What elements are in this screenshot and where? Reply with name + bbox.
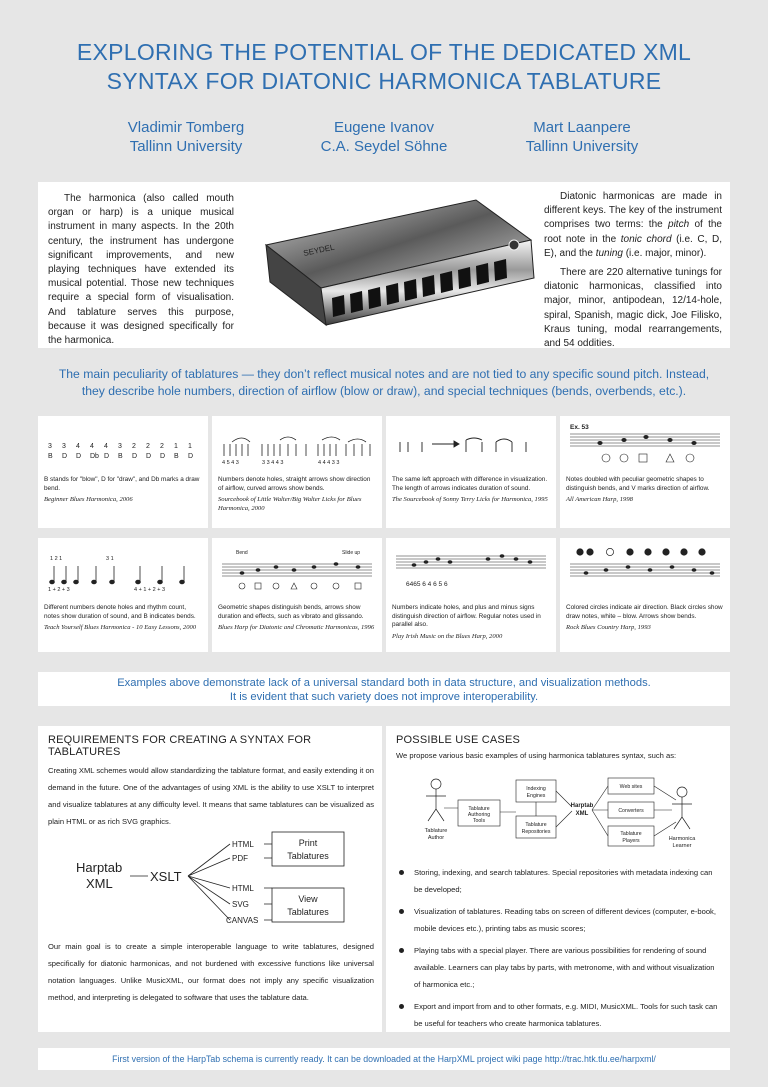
airflow-letter: D <box>188 453 194 460</box>
hole-number: 2 <box>160 443 164 450</box>
view-tablatures-2: Tablatures <box>287 907 329 917</box>
center-xml-label-1: Harptab <box>570 803 594 809</box>
footer-note: First version of the HarpTab schema is currently ready. It can be downloaded at the HarpXML project wiki page http://trac.htk.tlu.ee/harpxml/ <box>38 1048 730 1070</box>
requirements-header <box>48 734 374 830</box>
airflow-letter: D <box>76 453 82 460</box>
svg-text:3 3 4 4 3: 3 3 4 4 3 <box>262 460 284 466</box>
author-1 <box>76 118 296 156</box>
caption-text: Geometric shapes distinguish bends, arrows show duration and effects, such as vibrato and glissando. <box>218 604 364 620</box>
author-3 <box>472 118 692 156</box>
tab-image <box>218 422 376 470</box>
airflow-letter: B <box>48 453 53 460</box>
print-tablatures-2: Tablatures <box>287 851 329 861</box>
players-label-2: Players <box>622 838 640 844</box>
hole-number: 1 <box>174 443 178 450</box>
output-pdf: PDF <box>232 854 248 863</box>
tab-example-3 <box>386 416 556 528</box>
use-case-diagram <box>392 774 724 860</box>
output-html-1: HTML <box>232 840 254 849</box>
use-cases-panel <box>386 726 730 1032</box>
output-html-2: HTML <box>232 884 254 893</box>
harptab-xml-label-2: XML <box>86 876 113 891</box>
caption-text: Numbers indicate holes, and plus and minus signs distinguish direction of airflow. Regular notes used in parallel also. <box>392 604 541 629</box>
harmonica-brand: SEYDEL <box>302 242 336 258</box>
tab-caption <box>566 604 724 633</box>
list-item: Visualization of tablatures. Reading tabs on screen of different devices (computer, e-book, mobile devices etc.), printing tabs as music scores; <box>396 903 721 937</box>
caption-source: Rock Blues Country Harp, 1993 <box>566 624 651 632</box>
hole-numbers: 6465 6 4 6 5 6 <box>406 581 448 588</box>
hole-number: 3 <box>118 443 122 450</box>
caption-source: Play Irish Music on the Blues Harp, 2000 <box>392 632 503 640</box>
print-tablatures-1: Print <box>298 838 318 848</box>
airflow-letter: B <box>174 453 179 460</box>
repos-label-1: Tablature <box>525 822 547 828</box>
harptab-xml-label-1: Harptab <box>76 860 123 875</box>
tab-caption <box>566 476 724 505</box>
caption-source: All American Harp, 1998 <box>566 496 633 504</box>
caption-text: Notes doubled with peculiar geometric shapes to distinguish bends, and V marks direction of airflow. <box>566 476 710 492</box>
hole-number: 2 <box>146 443 150 450</box>
term-tonic-chord: tonic chord <box>620 233 672 245</box>
tab-example-7 <box>386 538 556 652</box>
title-line-1: EXPLORING THE POTENTIAL OF THE DEDICATED XML <box>76 39 692 65</box>
tab-caption <box>218 604 376 633</box>
author-2 <box>274 118 494 156</box>
caption-text: Numbers denote holes, straight arrows show direction of airflow, curved arrows show bends. <box>218 476 371 492</box>
center-xml-label-2: XML <box>575 811 589 817</box>
use-cases-title: POSSIBLE USE CASES <box>396 734 521 746</box>
tab-image <box>392 422 550 470</box>
caption-text: B stands for "blow", D for "draw", and Db marks a draw bend. <box>44 476 200 492</box>
tab-caption <box>44 476 202 505</box>
tab-caption <box>44 604 202 633</box>
tab-image <box>44 544 202 592</box>
requirements-title: REQUIREMENTS FOR CREATING A SYNTAX FOR TABLATURES <box>48 734 312 758</box>
authoring-label-3: Tools <box>472 818 486 824</box>
list-item: Storing, indexing, and search tablatures. Special repositories with metadata indexing can be developed; <box>396 864 721 898</box>
tab-image <box>218 544 376 592</box>
harmonica-illustration <box>246 190 536 342</box>
requirements-p1: Creating XML schemes would allow standardizing the tablature format, and easily extending it on demand in the future. One of the advantages of using XML is the ability to use XSLT to interpret and visualize tablatures at any difficulty level. It means that same tablatures can be visualized as plain HTML or as rich SVG graphics. <box>48 766 374 826</box>
hole-number: 2 <box>132 443 136 450</box>
tab-caption <box>218 476 376 513</box>
tab-caption <box>392 476 550 505</box>
caption-text: The same left approach with difference in visualization. The length of arrows indicates duration of sound. <box>392 476 548 492</box>
hole-number: 1 <box>188 443 192 450</box>
author-name: Vladimir Tomberg <box>127 119 245 136</box>
indexing-label-1: Indexing <box>526 786 546 792</box>
requirements-panel <box>38 726 382 1032</box>
strip-line-2: It is evident that such variety does not improve interoperability. <box>229 691 539 703</box>
authoring-label-2: Authoring <box>467 812 491 818</box>
view-tablatures-1: View <box>298 894 318 904</box>
author-name: Eugene Ivanov <box>333 119 435 136</box>
hole-number: 4 <box>104 443 108 450</box>
learner-label-1: Harmonica <box>668 836 696 842</box>
title-line-2: SYNTAX FOR DIATONIC HARMONICA TABLATURE <box>106 68 662 94</box>
tab-caption <box>392 604 550 641</box>
indexing-label-2: Engines <box>526 793 546 799</box>
text-run: (i.e. C, D, E), and the <box>544 233 722 259</box>
conclusion-strip <box>38 672 730 706</box>
term-pitch: pitch <box>668 219 690 231</box>
hole-number: 3 <box>48 443 52 450</box>
tab-example-2 <box>212 416 382 528</box>
requirements-p2: Our main goal is to create a simple interoperable language to write tablatures, designed specifically for diatonic harmonicas, and not burdened with excessive functions like universal notation languages. Unlike MusicXML, our format does not imply any specific visualization method, and interpreting is delegated to software that uses the tablature data. <box>48 942 374 1002</box>
label-bend: Bend <box>236 550 248 556</box>
use-case-list <box>396 864 721 1037</box>
tab-image <box>44 422 202 470</box>
caption-source: The Sourcebook of Sonny Terry Licks for Harmonica, 1995 <box>392 496 548 504</box>
text-run: Diatonic harmonicas are made in different keys. The key of the instrument comprises two terms: the <box>544 191 722 231</box>
use-cases-header <box>396 734 722 761</box>
caption-source: Beginner Blues Harmonica, 2006 <box>44 496 133 504</box>
hole-number: 4 <box>76 443 80 450</box>
tab-example-4 <box>560 416 730 528</box>
svg-text:1 2 1: 1 2 1 <box>50 556 63 562</box>
author-affiliation: Tallinn University <box>525 138 639 155</box>
output-svg: SVG <box>232 900 249 909</box>
tab-image <box>392 544 550 592</box>
converters-label: Converters <box>618 808 644 814</box>
tab-image <box>566 544 724 592</box>
airflow-letter: D <box>132 453 138 460</box>
hole-number: 4 <box>90 443 94 450</box>
tab-example-8 <box>560 538 730 652</box>
lead-statement <box>30 366 738 400</box>
author-name: Mart Laanpere <box>533 119 631 136</box>
caption-source: Teach Yourself Blues Harmonica - 10 Easy Lessons, 2000 <box>44 624 197 632</box>
learner-label-2: Learner <box>672 843 692 849</box>
players-label-1: Tablature <box>620 831 642 837</box>
svg-text:4 5 4 3: 4 5 4 3 <box>222 460 239 466</box>
intro-left-text: The harmonica (also called mouth organ or harp) is a unique musical instrument in many aspects. In the 20th century, the instrument has undergone significant improvements, and new playing techniques have extended its musical potential. Those new techniques require a special form of visualisation. And tablature serves this purpose, because it was designed specifically for the harmonica. <box>48 193 234 347</box>
airflow-letter: D <box>62 453 68 460</box>
intro-right-p2: There are 220 alternative tunings for diatonic harmonicas, classified into major, minor, antipodean, 12/14-hole, spiral, Spanish, magic dick, Joe Filisko, Kraus tuning, modal rearrangements, and 54 oddities. <box>544 267 722 350</box>
svg-text:4 + 1 + 2 + 3: 4 + 1 + 2 + 3 <box>134 587 166 592</box>
caption-source: Sourcebook of Little Walter/Big Walter Licks for Blues Harmonica, 2000 <box>218 496 362 512</box>
xslt-diagram <box>46 830 374 934</box>
svg-text:1 + 2 + 3: 1 + 2 + 3 <box>48 587 70 592</box>
caption-source: Blues Harp for Diatonic and Chromatic Harmonicas, 1996 <box>218 624 375 632</box>
use-cases-intro: We propose various basic examples of using harmonica tablatures syntax, such as: <box>396 751 677 760</box>
output-canvas: CANVAS <box>226 916 259 925</box>
xslt-label: XSLT <box>150 869 182 884</box>
actor-author <box>426 779 446 821</box>
term-tuning: tuning <box>595 247 623 259</box>
tab-example-1 <box>38 416 208 528</box>
intro-right-p1 <box>544 190 722 261</box>
tab-example-5 <box>38 538 208 652</box>
author-affiliation: Tallinn University <box>129 138 243 155</box>
intro-right-text <box>544 190 722 351</box>
example-label: Ex. 53 <box>570 424 589 431</box>
poster-title <box>20 38 748 96</box>
tab-example-6 <box>212 538 382 652</box>
airflow-letter: Db <box>90 453 99 460</box>
label-slide: Slide up <box>342 550 361 556</box>
tab-image <box>566 422 724 470</box>
list-item: Playing tabs with a special player. There are various possibilities for rendering of sound available. Learners can play tabs by parts, with metronome, with and without visualization of harmonica etc.; <box>396 942 721 993</box>
intro-panel <box>38 182 730 348</box>
author-label-1: Tablature <box>424 828 448 834</box>
list-item: Export and import from and to other formats, e.g. MIDI, MusicXML. Tools for such task can be useful for teachers who create harmonica tablatures. <box>396 998 721 1032</box>
lead-line-1: The main peculiarity of tablatures — they don’t reflect musical notes and are not tied to any specific sound pitch. Instead, <box>58 367 710 381</box>
authoring-label-1: Tablature <box>468 806 490 812</box>
svg-text:3 1: 3 1 <box>106 556 114 562</box>
lead-line-2: they describe hole numbers, direction of airflow (blow or draw), and special techniques (bends, overbends, etc.). <box>81 384 687 398</box>
author-affiliation: C.A. Seydel Söhne <box>320 138 448 155</box>
repos-label-2: Repositories <box>521 829 551 835</box>
airflow-letter: D <box>146 453 152 460</box>
airflow-letter: D <box>160 453 166 460</box>
text-run: (i.e. major, minor). <box>622 247 707 259</box>
caption-text: Different numbers denote holes and rhythm count, notes show duration of sound, and B indicates bends. <box>44 604 196 620</box>
airflow-letter: B <box>118 453 123 460</box>
websites-label: Web sites <box>619 784 643 790</box>
caption-text: Colored circles indicate air direction. Black circles show draw notes, white – blow. Arrows show bends. <box>566 604 723 620</box>
author-label-2: Author <box>427 835 445 841</box>
hole-number: 3 <box>62 443 66 450</box>
svg-text:4 4 4 3 3: 4 4 4 3 3 <box>318 460 340 466</box>
strip-line-1: Examples above demonstrate lack of a universal standard both in data structure, and visualization methods. <box>117 677 651 689</box>
airflow-letter: D <box>104 453 110 460</box>
text-run: of the root note in the <box>544 219 722 245</box>
